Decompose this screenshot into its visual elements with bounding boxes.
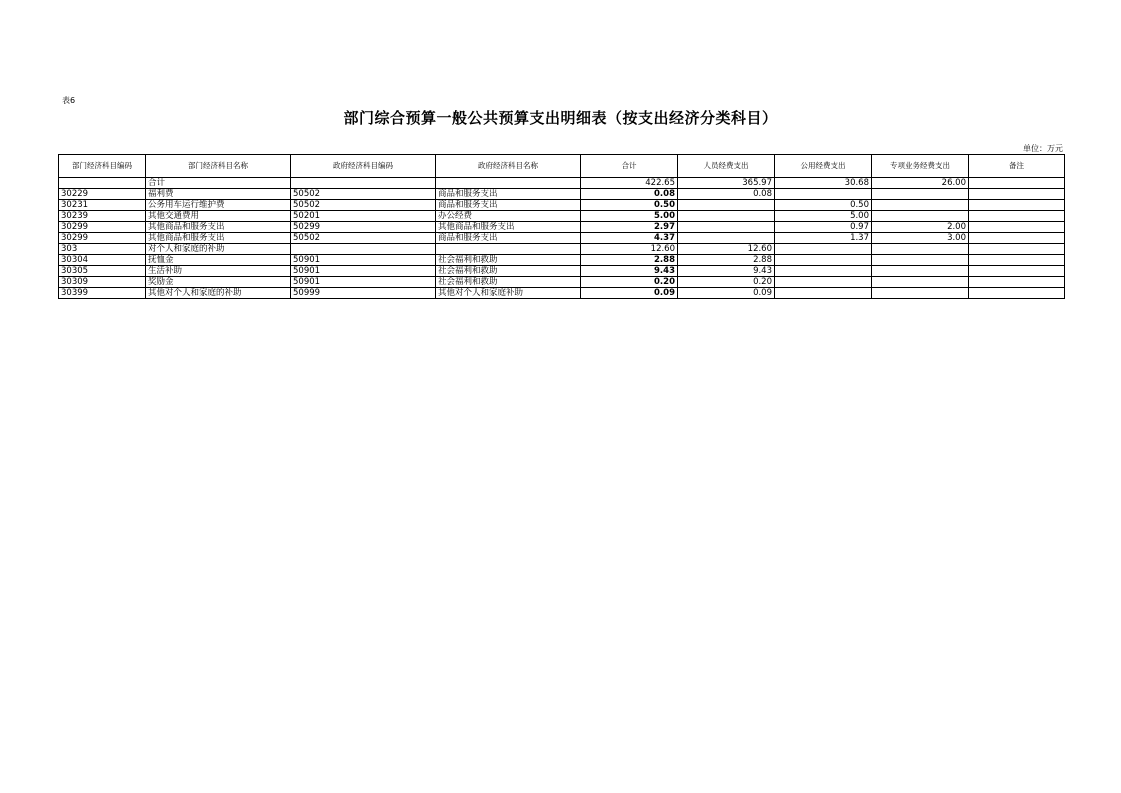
cell-personnel: 0.08: [678, 189, 775, 200]
cell-public: 5.00: [775, 211, 872, 222]
header-special: 专项业务经费支出: [872, 155, 969, 178]
table-row: [59, 233, 1065, 244]
cell-special: [872, 277, 969, 288]
cell-total: 12.60: [581, 244, 678, 255]
table-row: [59, 288, 1065, 299]
table-row: [59, 277, 1065, 288]
cell-gov-code: 50901: [291, 266, 436, 277]
cell-dept-name: 生活补助: [146, 266, 291, 277]
cell-note: [969, 189, 1065, 200]
cell-dept-code: 303: [59, 244, 146, 255]
cell-dept-code: 30231: [59, 200, 146, 211]
cell-dept-name: 其他商品和服务支出: [146, 233, 291, 244]
cell-gov-name: 办公经费: [436, 211, 581, 222]
cell-public: [775, 255, 872, 266]
cell-special: 2.00: [872, 222, 969, 233]
cell-total: 5.00: [581, 211, 678, 222]
table-row: [59, 244, 1065, 255]
cell-note: [969, 200, 1065, 211]
cell-total: 2.97: [581, 222, 678, 233]
cell-dept-code: 30239: [59, 211, 146, 222]
cell-gov-name: 商品和服务支出: [436, 233, 581, 244]
cell-total: 9.43: [581, 266, 678, 277]
cell-gov-code: 50299: [291, 222, 436, 233]
cell-dept-code: 30304: [59, 255, 146, 266]
cell-note: [969, 277, 1065, 288]
cell-public: 30.68: [775, 178, 872, 189]
cell-gov-code: 50502: [291, 189, 436, 200]
cell-total: 4.37: [581, 233, 678, 244]
cell-personnel: 365.97: [678, 178, 775, 189]
cell-special: [872, 288, 969, 299]
cell-gov-name: [436, 244, 581, 255]
cell-public: [775, 266, 872, 277]
cell-special: [872, 266, 969, 277]
cell-dept-code: 30309: [59, 277, 146, 288]
cell-public: [775, 244, 872, 255]
cell-special: [872, 211, 969, 222]
table-row: [59, 266, 1065, 277]
cell-gov-code: 50999: [291, 288, 436, 299]
cell-personnel: [678, 200, 775, 211]
cell-gov-name: 商品和服务支出: [436, 189, 581, 200]
header-gov-name: 政府经济科目名称: [436, 155, 581, 178]
cell-note: [969, 211, 1065, 222]
cell-public: 0.97: [775, 222, 872, 233]
cell-note: [969, 178, 1065, 189]
cell-note: [969, 266, 1065, 277]
cell-special: 26.00: [872, 178, 969, 189]
cell-total: 0.20: [581, 277, 678, 288]
cell-gov-name: 其他商品和服务支出: [436, 222, 581, 233]
cell-total: 2.88: [581, 255, 678, 266]
cell-public: 0.50: [775, 200, 872, 211]
cell-dept-name: 其他交通费用: [146, 211, 291, 222]
cell-dept-name: 对个人和家庭的补助: [146, 244, 291, 255]
header-total: 合计: [581, 155, 678, 178]
page-title: 部门综合预算一般公共预算支出明细表（按支出经济分类科目）: [343, 109, 778, 127]
cell-dept-name: 其他商品和服务支出: [146, 222, 291, 233]
cell-dept-code: 30229: [59, 189, 146, 200]
cell-dept-name: 奖励金: [146, 277, 291, 288]
cell-public: [775, 189, 872, 200]
cell-personnel: 2.88: [678, 255, 775, 266]
cell-dept-code: 30299: [59, 222, 146, 233]
cell-special: [872, 255, 969, 266]
cell-note: [969, 255, 1065, 266]
cell-note: [969, 222, 1065, 233]
cell-special: [872, 189, 969, 200]
cell-personnel: 0.20: [678, 277, 775, 288]
cell-gov-name: 社会福利和救助: [436, 255, 581, 266]
cell-personnel: [678, 211, 775, 222]
cell-public: [775, 288, 872, 299]
cell-dept-code: 30399: [59, 288, 146, 299]
cell-gov-name: 社会福利和救助: [436, 277, 581, 288]
cell-total: 0.08: [581, 189, 678, 200]
cell-personnel: 9.43: [678, 266, 775, 277]
cell-gov-code: [291, 178, 436, 189]
cell-gov-code: 50201: [291, 211, 436, 222]
cell-gov-name: [436, 178, 581, 189]
cell-gov-name: 商品和服务支出: [436, 200, 581, 211]
cell-dept-name: 公务用车运行维护费: [146, 200, 291, 211]
cell-special: [872, 244, 969, 255]
cell-note: [969, 244, 1065, 255]
cell-gov-code: 50502: [291, 200, 436, 211]
cell-dept-code: [59, 178, 146, 189]
header-personnel: 人员经费支出: [678, 155, 775, 178]
table-row: [59, 178, 1065, 189]
cell-total: 0.09: [581, 288, 678, 299]
cell-personnel: [678, 222, 775, 233]
cell-public: 1.37: [775, 233, 872, 244]
cell-total: 0.50: [581, 200, 678, 211]
header-note: 备注: [969, 155, 1065, 178]
cell-gov-name: 其他对个人和家庭补助: [436, 288, 581, 299]
cell-dept-name: 合计: [146, 178, 291, 189]
cell-dept-code: 30299: [59, 233, 146, 244]
header-public: 公用经费支出: [775, 155, 872, 178]
table-row: [59, 200, 1065, 211]
header-dept-name: 部门经济科目名称: [146, 155, 291, 178]
table-row: [59, 255, 1065, 266]
cell-gov-code: 50901: [291, 255, 436, 266]
cell-dept-name: 福利费: [146, 189, 291, 200]
table-number: 表6: [62, 96, 76, 105]
cell-total: 422.65: [581, 178, 678, 189]
cell-special: [872, 200, 969, 211]
table-header-row: [59, 155, 1065, 178]
header-dept-code: 部门经济科目编码: [59, 155, 146, 178]
cell-note: [969, 233, 1065, 244]
table-row: [59, 211, 1065, 222]
cell-personnel: 0.09: [678, 288, 775, 299]
cell-note: [969, 288, 1065, 299]
cell-special: 3.00: [872, 233, 969, 244]
cell-personnel: [678, 233, 775, 244]
cell-dept-name: 其他对个人和家庭的补助: [146, 288, 291, 299]
cell-gov-code: [291, 244, 436, 255]
header-gov-code: 政府经济科目编码: [291, 155, 436, 178]
table-body: [59, 178, 1065, 299]
budget-detail-table: [58, 154, 1065, 299]
cell-dept-code: 30305: [59, 266, 146, 277]
cell-dept-name: 抚恤金: [146, 255, 291, 266]
cell-gov-code: 50502: [291, 233, 436, 244]
cell-personnel: 12.60: [678, 244, 775, 255]
table-row: [59, 189, 1065, 200]
table-row: [59, 222, 1065, 233]
unit-label: 单位：万元: [1023, 144, 1063, 153]
cell-gov-code: 50901: [291, 277, 436, 288]
cell-gov-name: 社会福利和救助: [436, 266, 581, 277]
cell-public: [775, 277, 872, 288]
